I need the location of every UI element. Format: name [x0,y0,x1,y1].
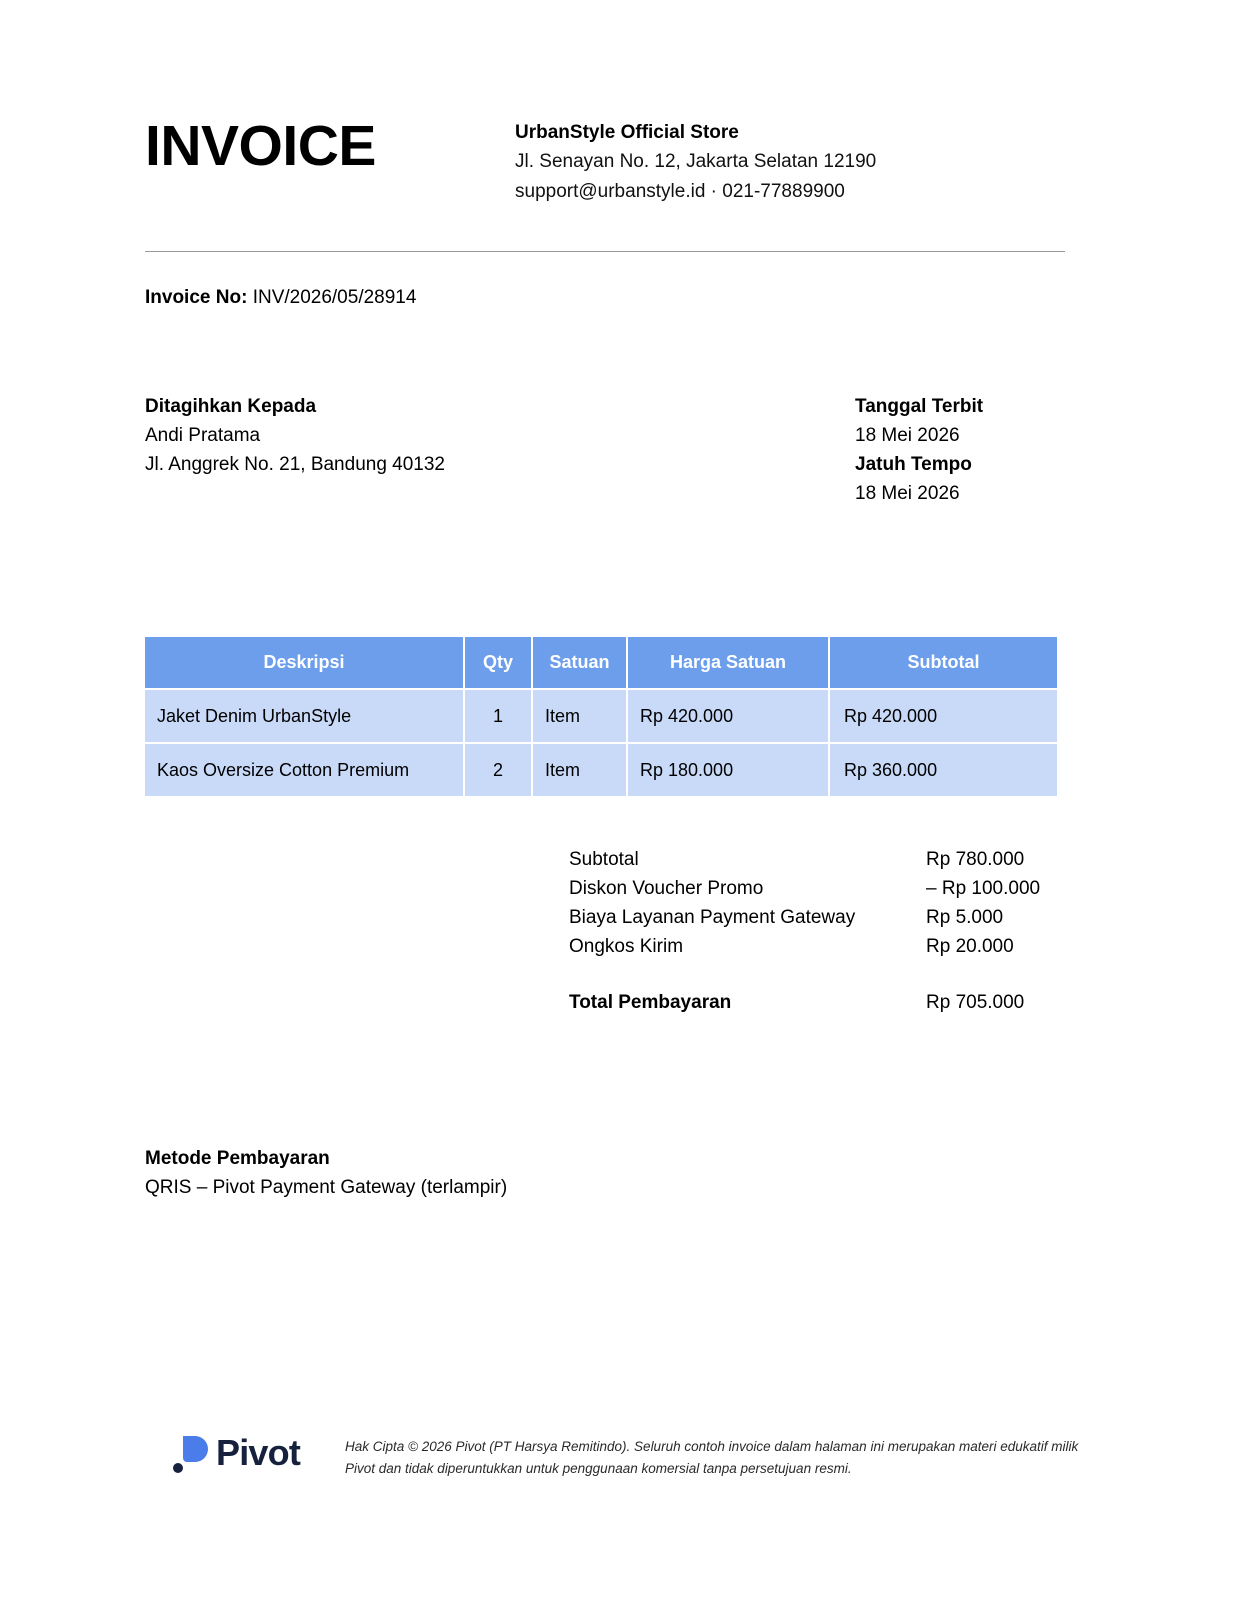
bill-to-name: Andi Pratama [145,424,261,446]
cell-unit-price: Rp 420.000 [628,690,830,744]
subtotal-label: Subtotal [569,849,639,870]
company-info [515,110,876,206]
invoice-number-value: INV/2026/05/28914 [252,287,417,308]
cell-unit: Item [533,744,628,796]
payment-method-label: Metode Pembayaran [145,1148,330,1169]
discount-value: – Rp 100.000 [926,877,1041,899]
pivot-logo-text: Pivot [216,1432,301,1473]
cell-qty: 2 [465,744,533,796]
invoice-number-label: Invoice No: [145,287,248,308]
totals-block [569,846,1069,1017]
column-header-unit: Satuan [533,637,628,690]
copyright-notice: Hak Cipta © 2026 Pivot (PT Harsya Remitindo). Seluruh contoh invoice dalam halaman ini merupakan materi edukatif milik Pivot dan tidak diperuntukkan untuk penggunaan komersial tanpa persetujuan resmi. [345,1439,1079,1476]
company-name: UrbanStyle Official Store [515,122,739,143]
dates-block [855,393,1115,509]
issue-date-value: 18 Mei 2026 [855,424,960,446]
pivot-droplet-icon [170,1430,212,1476]
company-address: Jl. Senayan No. 12, Jakarta Selatan 12190 [515,151,877,173]
due-date-label: Jatuh Tempo [855,453,972,475]
table-row [145,690,1057,744]
header-divider [145,251,1065,252]
payment-method-block [145,1144,507,1203]
column-header-qty: Qty [465,637,533,690]
column-header-description: Deskripsi [145,637,465,690]
page-title: INVOICE [145,114,376,178]
totals-row-grand-total [569,989,1069,1018]
cell-description: Jaket Denim UrbanStyle [145,690,465,744]
invoice-number [145,285,416,312]
page-footer [170,1428,1090,1480]
discount-label: Diskon Voucher Promo [569,877,764,899]
shipping-value: Rp 20.000 [926,935,1014,957]
table-header-row [145,637,1057,690]
company-contact: support@urbanstyle.id · 021-77889900 [515,180,845,202]
pivot-logo [170,1428,345,1476]
bill-to-address: Jl. Anggrek No. 21, Bandung 40132 [145,453,446,475]
bill-to-title: Ditagihkan Kepada [145,396,317,417]
totals-row-gateway-fee [569,904,1069,933]
cell-qty: 1 [465,690,533,744]
due-date-value: 18 Mei 2026 [855,482,960,504]
table-row [145,744,1057,796]
shipping-label: Ongkos Kirim [569,935,684,957]
issue-date-label: Tanggal Terbit [855,396,984,417]
payment-method-value: QRIS – Pivot Payment Gateway (terlampir) [145,1177,508,1199]
cell-unit: Item [533,690,628,744]
items-table [145,637,1057,796]
cell-unit-price: Rp 180.000 [628,744,830,796]
totals-row-shipping [569,933,1069,962]
subtotal-value: Rp 780.000 [926,849,1025,870]
invoice-header [145,110,1090,206]
grand-total-value: Rp 705.000 [926,991,1025,1013]
column-header-subtotal: Subtotal [830,637,1057,690]
totals-row-subtotal [569,846,1069,875]
totals-row-discount [569,875,1069,904]
cell-description: Kaos Oversize Cotton Premium [145,744,465,796]
gateway-fee-label: Biaya Layanan Payment Gateway [569,906,856,928]
cell-subtotal: Rp 360.000 [830,744,1057,796]
grand-total-label: Total Pembayaran [569,991,732,1013]
bill-to-block [145,393,785,480]
column-header-unit-price: Harga Satuan [628,637,830,690]
cell-subtotal: Rp 420.000 [830,690,1057,744]
gateway-fee-value: Rp 5.000 [926,906,1004,928]
